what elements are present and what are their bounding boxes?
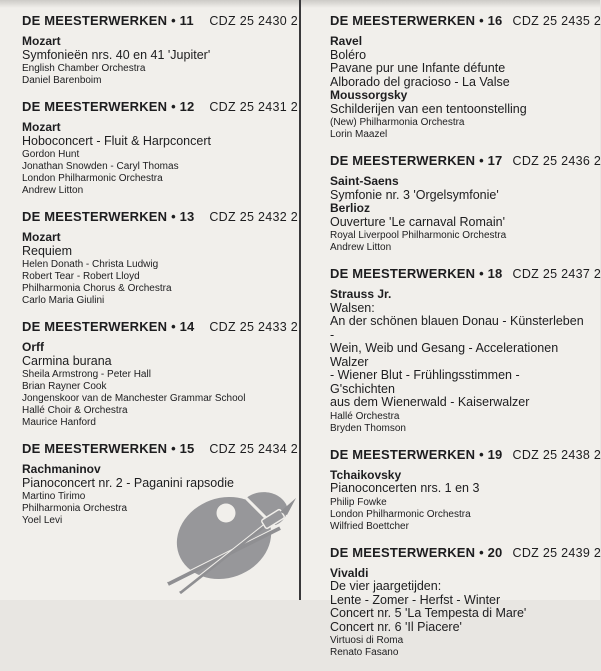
album-entry — [330, 545, 584, 660]
album-header — [330, 545, 584, 560]
album-header — [330, 266, 584, 281]
work-title: aus dem Wienerwald - Kaiserwalzer — [330, 396, 584, 410]
composer-name: Mozart — [22, 35, 298, 49]
left-column — [22, 13, 298, 539]
performers-block — [22, 259, 298, 307]
album-entry — [330, 447, 584, 533]
catalog-number: CDZ 25 2434 2 — [199, 442, 298, 456]
composer-name: Mozart — [22, 231, 298, 245]
performer-name: Andrew Litton — [22, 185, 298, 197]
album-entry — [22, 99, 298, 197]
work-title: De vier jaargetijden: — [330, 580, 584, 594]
performers-block — [22, 149, 298, 197]
series-title: DE MEESTERWERKEN • 11 — [22, 13, 194, 28]
performer-name: Wilfried Boettcher — [330, 521, 584, 533]
album-entry — [22, 319, 298, 429]
composer-name: Moussorgsky — [330, 89, 584, 103]
album-header — [22, 99, 298, 114]
performer-name: Gordon Hunt — [22, 149, 298, 161]
catalog-number: CDZ 25 2439 2 — [503, 546, 601, 560]
catalog-number: CDZ 25 2436 2 — [503, 154, 601, 168]
catalog-number: CDZ 25 2438 2 — [503, 448, 601, 462]
work-title: Boléro — [330, 49, 584, 63]
right-column — [330, 13, 584, 671]
work-title: Pianoconcert nr. 2 - Paganini rapsodie — [22, 477, 298, 491]
performer-name: London Philharmonic Orchestra — [330, 509, 584, 521]
album-header — [22, 209, 298, 224]
performer-name: Philharmonia Chorus & Orchestra — [22, 283, 298, 295]
performer-name: Hallé Choir & Orchestra — [22, 405, 298, 417]
performer-name: London Philharmonic Orchestra — [22, 173, 298, 185]
album-entry — [330, 266, 584, 435]
performers-block — [22, 369, 298, 429]
catalog-number: CDZ 25 2433 2 — [199, 320, 298, 334]
series-title: DE MEESTERWERKEN • 20 — [330, 545, 503, 560]
performer-name: Jonathan Snowden - Caryl Thomas — [22, 161, 298, 173]
series-title: DE MEESTERWERKEN • 15 — [22, 441, 195, 456]
performer-name: Royal Liverpool Philharmonic Orchestra — [330, 230, 584, 242]
performers-block — [330, 635, 584, 659]
performer-name: Renato Fasano — [330, 647, 584, 659]
work-title: Hoboconcert - Fluit & Harpconcert — [22, 135, 298, 149]
performer-name: Maurice Hanford — [22, 417, 298, 429]
composer-name: Strauss Jr. — [330, 288, 584, 302]
catalog-number: CDZ 25 2437 2 — [503, 267, 601, 281]
performer-name: Andrew Litton — [330, 242, 584, 254]
performer-name: Robert Tear - Robert Lloyd — [22, 271, 298, 283]
series-title: DE MEESTERWERKEN • 18 — [330, 266, 503, 281]
composer-name: Berlioz — [330, 202, 584, 216]
performers-block — [330, 497, 584, 533]
album-header — [22, 319, 298, 334]
performer-name: English Chamber Orchestra — [22, 63, 298, 75]
catalog-number: CDZ 25 2435 2 — [503, 14, 601, 28]
work-title: Ouverture 'Le carnaval Romain' — [330, 216, 584, 230]
catalog-number: CDZ 25 2430 2 — [199, 14, 298, 28]
work-title: Lente - Zomer - Herfst - Winter — [330, 594, 584, 608]
work-title: Alborado del gracioso - La Valse — [330, 76, 584, 90]
performer-name: Philip Fowke — [330, 497, 584, 509]
performer-name: Hallé Orchestra — [330, 411, 584, 423]
work-title: Schilderijen van een tentoonstelling — [330, 103, 584, 117]
performer-name: Lorin Maazel — [330, 129, 584, 141]
work-title: Concert nr. 5 'La Tempesta di Mare' — [330, 607, 584, 621]
series-title: DE MEESTERWERKEN • 12 — [22, 99, 195, 114]
performer-name: Helen Donath - Christa Ludwig — [22, 259, 298, 271]
album-header — [22, 441, 298, 456]
work-title: Walsen: — [330, 302, 584, 316]
work-title: Wein, Weib und Gesang - Accelerationen Walzer — [330, 342, 584, 369]
album-header — [22, 13, 298, 28]
work-title: - Wiener Blut - Frühlingsstimmen - G'schichten — [330, 369, 584, 396]
album-entry — [22, 209, 298, 307]
performer-name: Jongenskoor van de Manchester Grammar School — [22, 393, 298, 405]
work-title: Concert nr. 6 'Il Piacere' — [330, 621, 584, 635]
album-header — [330, 153, 584, 168]
performer-name: Martino Tirimo — [22, 491, 298, 503]
work-title: Carmina burana — [22, 355, 298, 369]
work-title: Symfonieën nrs. 40 en 41 'Jupiter' — [22, 49, 298, 63]
performer-name: Yoel Levi — [22, 515, 298, 527]
composer-name: Rachmaninov — [22, 463, 298, 477]
performer-name: Philharmonia Orchestra — [22, 503, 298, 515]
performer-name: Carlo Maria Giulini — [22, 295, 298, 307]
catalog-number: CDZ 25 2432 2 — [199, 210, 298, 224]
series-title: DE MEESTERWERKEN • 17 — [330, 153, 503, 168]
work-title: Requiem — [22, 245, 298, 259]
series-title: DE MEESTERWERKEN • 14 — [22, 319, 195, 334]
composer-name: Tchaikovsky — [330, 469, 584, 483]
performer-name: Daniel Barenboim — [22, 75, 298, 87]
performers-block — [22, 63, 298, 87]
performer-name: Bryden Thomson — [330, 423, 584, 435]
album-header — [330, 447, 584, 462]
performer-name: Sheila Armstrong - Peter Hall — [22, 369, 298, 381]
composer-name: Saint-Saens — [330, 175, 584, 189]
painter-palette-logo — [166, 480, 298, 598]
series-title: DE MEESTERWERKEN • 19 — [330, 447, 503, 462]
album-entry — [330, 153, 584, 254]
work-title: An der schönen blauen Donau - Künsterleben - — [330, 315, 584, 342]
series-title: DE MEESTERWERKEN • 16 — [330, 13, 503, 28]
performer-name: Brian Rayner Cook — [22, 381, 298, 393]
performer-name: Virtuosi di Roma — [330, 635, 584, 647]
composer-name: Ravel — [330, 35, 584, 49]
work-title: Pavane pur une Infante défunte — [330, 62, 584, 76]
performers-block — [330, 411, 584, 435]
performers-block — [330, 117, 584, 141]
composer-name: Mozart — [22, 121, 298, 135]
album-entry — [330, 13, 584, 141]
page-fold-divider — [299, 0, 301, 600]
work-title: Symfonie nr. 3 'Orgelsymfonie' — [330, 189, 584, 203]
performers-block — [330, 230, 584, 254]
performer-name: (New) Philharmonia Orchestra — [330, 117, 584, 129]
composer-name: Vivaldi — [330, 567, 584, 581]
work-title: Pianoconcerten nrs. 1 en 3 — [330, 482, 584, 496]
palette-icon — [166, 480, 298, 598]
album-entry — [22, 13, 298, 87]
series-title: DE MEESTERWERKEN • 13 — [22, 209, 195, 224]
album-header — [330, 13, 584, 28]
composer-name: Orff — [22, 341, 298, 355]
catalog-number: CDZ 25 2431 2 — [199, 100, 298, 114]
